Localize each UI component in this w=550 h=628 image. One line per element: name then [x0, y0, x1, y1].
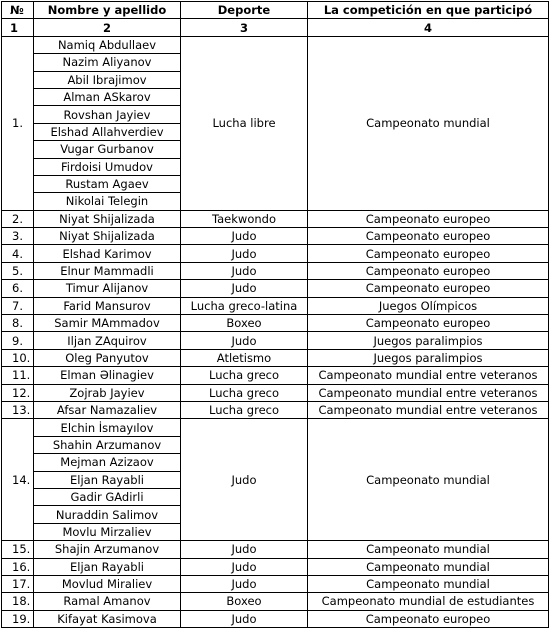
athlete-name-cell: Abil Ibrajimov — [34, 71, 181, 88]
row-number-cell: 3. — [2, 228, 34, 245]
sport-cell: Judo — [181, 332, 308, 349]
row-number-cell: 14. — [2, 419, 34, 541]
athlete-name-cell: Rovshan Jayiev — [34, 106, 181, 123]
athlete-name-cell: Oleg Panyutov — [34, 349, 181, 366]
competition-cell: Juegos paralimpios — [308, 332, 549, 349]
competition-cell: Campeonato mundial entre veteranos — [308, 367, 549, 384]
competition-cell: Campeonato mundial — [308, 541, 549, 558]
header-num: № — [2, 2, 34, 19]
athletes-table — [1, 1, 549, 628]
sport-cell: Judo — [181, 419, 308, 541]
row-number-cell: 7. — [2, 297, 34, 314]
column-number: 1 — [2, 19, 34, 36]
athlete-name-cell: Eljan Rayabli — [34, 471, 181, 488]
athlete-name-cell: Elchin İsmayılov — [34, 419, 181, 436]
table-row — [2, 367, 549, 384]
athlete-name-cell: Eljan Rayabli — [34, 558, 181, 575]
table-row — [2, 593, 549, 610]
athlete-name-cell: Shajin Arzumanov — [34, 541, 181, 558]
competition-cell: Campeonato mundial de estudiantes — [308, 593, 549, 610]
competition-cell: Campeonato europeo — [308, 228, 549, 245]
table-row — [2, 575, 549, 592]
document-page — [1, 1, 549, 628]
row-number-cell: 12. — [2, 384, 34, 401]
competition-cell: Campeonato europeo — [308, 262, 549, 279]
competition-cell: Campeonato mundial — [308, 558, 549, 575]
athlete-name-cell: Rustam Agaev — [34, 175, 181, 192]
competition-cell: Campeonato mundial entre veteranos — [308, 401, 549, 418]
athlete-name-cell: Iljan ZAquirov — [34, 332, 181, 349]
athlete-name-cell: Namiq Abdullaev — [34, 36, 181, 53]
competition-cell: Juegos paralimpios — [308, 349, 549, 366]
table-row — [2, 262, 549, 279]
athlete-name-cell: Niyat Shijalizada — [34, 210, 181, 227]
row-number-cell: 13. — [2, 401, 34, 418]
row-number-cell: 10. — [2, 349, 34, 366]
table-row — [2, 384, 549, 401]
table-row — [2, 610, 549, 627]
athlete-name-cell: Farid Mansurov — [34, 297, 181, 314]
table-row — [2, 419, 549, 436]
column-number: 4 — [308, 19, 549, 36]
sport-cell: Boxeo — [181, 593, 308, 610]
row-number-cell: 4. — [2, 245, 34, 262]
competition-cell: Campeonato mundial — [308, 36, 549, 210]
table-row — [2, 297, 549, 314]
column-number-row — [2, 19, 549, 36]
table-row — [2, 349, 549, 366]
athlete-name-cell: Zojrab Jayiev — [34, 384, 181, 401]
table-row — [2, 558, 549, 575]
competition-cell: Juegos Olímpicos — [308, 297, 549, 314]
athlete-name-cell: Nikolai Telegin — [34, 193, 181, 210]
athlete-name-cell: Elman Əlinagiev — [34, 367, 181, 384]
sport-cell: Judo — [181, 575, 308, 592]
competition-cell: Campeonato mundial — [308, 575, 549, 592]
row-number-cell: 19. — [2, 610, 34, 627]
competition-cell: Campeonato europeo — [308, 245, 549, 262]
athlete-name-cell: Mejman Azizaov — [34, 454, 181, 471]
row-number-cell: 16. — [2, 558, 34, 575]
sport-cell: Lucha greco — [181, 384, 308, 401]
table-head — [2, 2, 549, 37]
column-number: 2 — [34, 19, 181, 36]
athlete-name-cell: Afsar Namazaliev — [34, 401, 181, 418]
table-row — [2, 245, 549, 262]
row-number-cell: 1. — [2, 36, 34, 210]
athlete-name-cell: Nazim Aliyanov — [34, 54, 181, 71]
athlete-name-cell: Movlud Miraliev — [34, 575, 181, 592]
sport-cell: Lucha libre — [181, 36, 308, 210]
header-competition: La competición en que participó — [308, 2, 549, 19]
table-row — [2, 280, 549, 297]
athlete-name-cell: Elshad Karimov — [34, 245, 181, 262]
sport-cell: Lucha greco-latina — [181, 297, 308, 314]
table-body — [2, 36, 549, 627]
sport-cell: Boxeo — [181, 315, 308, 332]
sport-cell: Judo — [181, 280, 308, 297]
athlete-name-cell: Movlu Mirzaliev — [34, 523, 181, 540]
athlete-name-cell: Niyat Shijalizada — [34, 228, 181, 245]
sport-cell: Judo — [181, 228, 308, 245]
header-row — [2, 2, 549, 19]
competition-cell: Campeonato europeo — [308, 210, 549, 227]
row-number-cell: 6. — [2, 280, 34, 297]
athlete-name-cell: Gadir GAdirli — [34, 488, 181, 505]
row-number-cell: 2. — [2, 210, 34, 227]
sport-cell: Judo — [181, 262, 308, 279]
sport-cell: Taekwondo — [181, 210, 308, 227]
sport-cell: Judo — [181, 245, 308, 262]
sport-cell: Judo — [181, 541, 308, 558]
competition-cell: Campeonato europeo — [308, 280, 549, 297]
athlete-name-cell: Firdoisi Umudov — [34, 158, 181, 175]
athlete-name-cell: Nuraddin Salimov — [34, 506, 181, 523]
row-number-cell: 18. — [2, 593, 34, 610]
athlete-name-cell: Timur Alijanov — [34, 280, 181, 297]
row-number-cell: 11. — [2, 367, 34, 384]
athlete-name-cell: Elshad Allahverdiev — [34, 123, 181, 140]
competition-cell: Campeonato mundial — [308, 419, 549, 541]
athlete-name-cell: Elnur Mammadli — [34, 262, 181, 279]
athlete-name-cell: Alman ASkarov — [34, 88, 181, 105]
athlete-name-cell: Vugar Gurbanov — [34, 141, 181, 158]
sport-cell: Judo — [181, 610, 308, 627]
athlete-name-cell: Ramal Amanov — [34, 593, 181, 610]
row-number-cell: 15. — [2, 541, 34, 558]
sport-cell: Judo — [181, 558, 308, 575]
table-row — [2, 210, 549, 227]
athlete-name-cell: Shahin Arzumanov — [34, 436, 181, 453]
column-number: 3 — [181, 19, 308, 36]
row-number-cell: 9. — [2, 332, 34, 349]
sport-cell: Lucha greco — [181, 401, 308, 418]
competition-cell: Campeonato europeo — [308, 315, 549, 332]
table-row — [2, 315, 549, 332]
row-number-cell: 17. — [2, 575, 34, 592]
row-number-cell: 5. — [2, 262, 34, 279]
table-row — [2, 228, 549, 245]
header-name: Nombre y apellido — [34, 2, 181, 19]
competition-cell: Campeonato europeo — [308, 610, 549, 627]
table-row — [2, 541, 549, 558]
athlete-name-cell: Samir MAmmadov — [34, 315, 181, 332]
row-number-cell: 8. — [2, 315, 34, 332]
header-sport: Deporte — [181, 2, 308, 19]
table-row — [2, 332, 549, 349]
sport-cell: Atletismo — [181, 349, 308, 366]
athlete-name-cell: Kifayat Kasimova — [34, 610, 181, 627]
table-row — [2, 36, 549, 53]
sport-cell: Lucha greco — [181, 367, 308, 384]
table-row — [2, 401, 549, 418]
competition-cell: Campeonato mundial entre veteranos — [308, 384, 549, 401]
